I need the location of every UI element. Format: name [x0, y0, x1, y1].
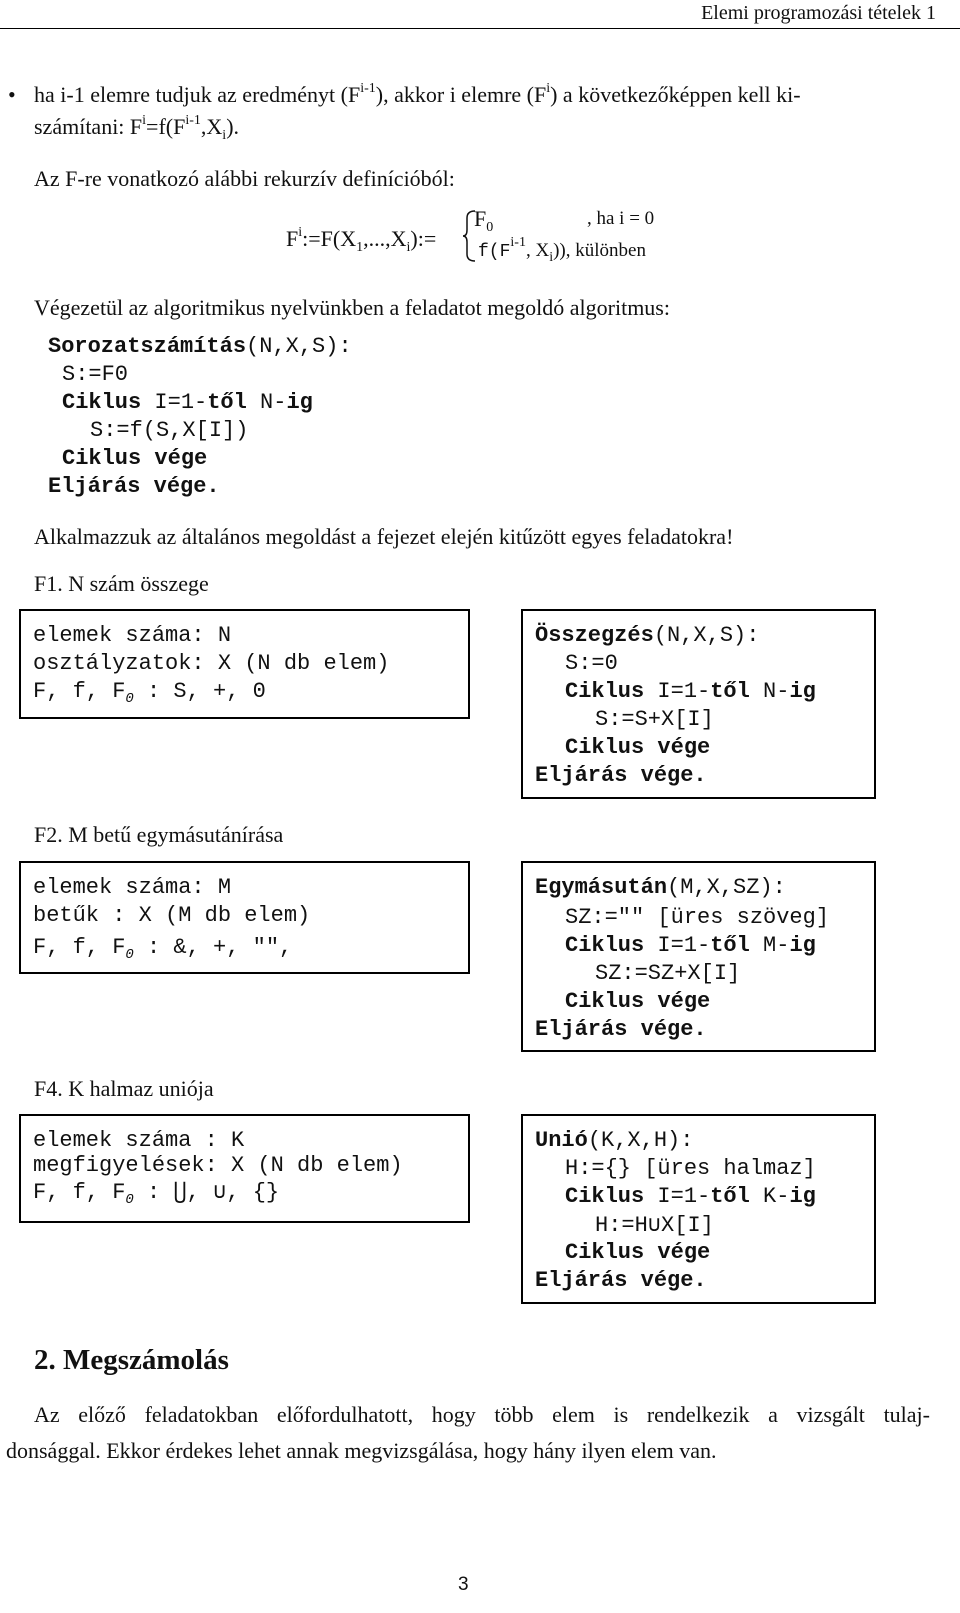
text: :=F(X: [302, 226, 357, 251]
text: I=1-: [141, 390, 208, 415]
main-algo-line-6: Eljárás vége.: [48, 474, 220, 499]
section-heading: 2. Megszámolás: [34, 1344, 229, 1376]
text: (N,X,S):: [246, 334, 352, 359]
main-algo-line-3: [62, 390, 313, 415]
intro-text: Az F-re vonatkozó alábbi rekurzív definícióból:: [34, 166, 455, 191]
keyword: Ciklus: [565, 933, 645, 958]
paragraph-line-2: donsággal. Ekkor érdekes lehet annak megvizsgálása, hogy hány ilyen elem van.: [6, 1438, 717, 1463]
algo-line: [565, 679, 816, 704]
text: =f(F: [146, 114, 186, 139]
f4-title: F4. K halmaz uniója: [34, 1076, 214, 1101]
keyword: Ciklus: [565, 679, 645, 704]
text: F, f, F: [33, 935, 126, 960]
spec-line: elemek száma: N: [33, 623, 232, 648]
text: F: [474, 206, 487, 231]
f1-title: F1. N szám összege: [34, 571, 209, 596]
page-header: [0, 0, 960, 29]
text: ), akkor i elemre (F: [375, 82, 547, 107]
main-algo-line-4: S:=f(S,X[I]): [90, 418, 249, 443]
bullet-line-1: [34, 82, 801, 108]
text: (N,X,S):: [653, 623, 760, 648]
keyword: től: [207, 390, 247, 415]
algo-line: Ciklus vége: [565, 1240, 711, 1265]
text: (M,X,SZ):: [667, 875, 786, 900]
keyword: Unió: [535, 1128, 588, 1153]
superscript: i: [298, 225, 303, 240]
paragraph-line-1: Az előző feladatokban előfordulhatott, hogy több elem is rendelkezik a vizsgált tulaj-: [34, 1402, 930, 1427]
f4-spec-box: [19, 1114, 470, 1223]
algo-line: S:=S+X[I]: [595, 707, 714, 732]
text: N-: [749, 679, 790, 704]
subscript: i: [222, 128, 227, 143]
text: K-: [749, 1184, 790, 1209]
main-algo-line-2: S:=F0: [62, 362, 129, 387]
keyword: től: [710, 1184, 750, 1209]
keyword: Egymásután: [535, 875, 668, 900]
keyword: Ciklus: [62, 390, 142, 415]
algo-line: Eljárás vége.: [535, 763, 707, 788]
f4-algo-box: [521, 1114, 876, 1304]
text: ).: [226, 114, 240, 139]
text: N-: [246, 390, 287, 415]
f2-title: F2. M betű egymásutánírása: [34, 822, 284, 847]
subscript: 0: [125, 1192, 134, 1208]
algo-intro-text: Végezetül az algoritmikus nyelvünkben a feladatot megoldó algoritmus:: [34, 295, 670, 320]
page-number: 3: [458, 1574, 469, 1595]
algo-line: [535, 875, 786, 900]
algo-line: SZ:=SZ+X[I]: [595, 961, 741, 986]
bullet-line-2: [34, 113, 240, 143]
text: F, f, F: [33, 1180, 126, 1205]
keyword: ig: [286, 390, 313, 415]
text: , X: [525, 240, 550, 261]
spec-line: megfigyelések: X (N db elem): [33, 1153, 403, 1178]
text: I=1-: [644, 679, 711, 704]
formula-case-1: [474, 206, 494, 235]
superscript: i: [142, 113, 147, 128]
apply-text: Alkalmazzuk az általános megoldást a fejezet elején kitűzött egyes feladatokra!: [34, 524, 734, 549]
algo-line: Eljárás vége.: [535, 1017, 707, 1042]
keyword: Összegzés: [535, 623, 654, 648]
algo-line: [565, 933, 816, 958]
text: ,X: [200, 114, 223, 139]
algo-line: [535, 623, 759, 648]
main-algo-line-5: Ciklus vége: [62, 446, 208, 471]
superscript: i-1: [185, 113, 201, 128]
keyword: től: [710, 933, 750, 958]
algo-line: H:=H∪X[I]: [595, 1213, 714, 1238]
keyword: től: [710, 679, 750, 704]
text: F: [286, 226, 299, 251]
subscript: 0: [125, 691, 134, 707]
text: F, f, F: [33, 679, 126, 704]
subscript: i: [549, 250, 554, 265]
algo-line: Ciklus vége: [565, 735, 711, 760]
subscript: 1: [356, 240, 364, 255]
text: : ⋃, ∪, {}: [133, 1180, 280, 1205]
header-title: Elemi programozási tételek 1: [701, 2, 936, 24]
spec-line: elemek száma: M: [33, 875, 232, 900]
spec-line: elemek száma : K: [33, 1128, 245, 1153]
keyword: ig: [789, 679, 816, 704]
text: I=1-: [644, 1184, 711, 1209]
f1-spec-box: [19, 609, 470, 719]
spec-line: betűk : X (M db elem): [33, 903, 311, 928]
keyword: ig: [789, 1184, 816, 1209]
text: ha i-1 elemre tudjuk az eredményt (F: [34, 82, 361, 107]
superscript: i-1: [360, 81, 376, 96]
superscript: i-1: [510, 235, 526, 250]
text: számítani: F: [34, 114, 143, 139]
spec-line: [33, 679, 266, 707]
main-algo-line-1: [48, 334, 352, 359]
formula-case-1-cond: , ha i = 0: [587, 208, 655, 229]
algo-line: SZ:="" [üres szöveg]: [565, 905, 830, 930]
text: )), különben: [553, 240, 646, 261]
text: ):=: [410, 226, 437, 251]
spec-line: osztályzatok: X (N db elem): [33, 651, 390, 676]
algo-line: H:={} [üres halmaz]: [565, 1156, 816, 1181]
keyword: Ciklus: [565, 1184, 645, 1209]
algo-line: Eljárás vége.: [535, 1268, 707, 1293]
subscript: 0: [486, 220, 494, 235]
formula-lhs: [286, 225, 437, 255]
text: ) a következőképpen kell ki-: [550, 82, 801, 107]
algo-line: S:=0: [565, 651, 618, 676]
text: ,...,X: [363, 226, 407, 251]
bullet-dot: •: [8, 82, 16, 107]
f1-algo-box: [521, 609, 876, 799]
subscript: 0: [125, 947, 134, 963]
text: : S, +, 0: [133, 679, 266, 704]
text: M-: [749, 933, 790, 958]
subscript: i: [406, 240, 411, 255]
keyword: Sorozatszámítás: [48, 334, 247, 359]
text: I=1-: [644, 933, 711, 958]
spec-line: [33, 1179, 280, 1208]
spec-line: [33, 935, 293, 963]
f2-algo-box: [521, 861, 876, 1052]
f2-spec-box: [19, 861, 470, 974]
text: : &, +, "",: [133, 935, 293, 960]
algo-line: [565, 1184, 816, 1209]
formula-case-2: [478, 235, 646, 265]
keyword: ig: [789, 933, 816, 958]
text: (K,X,H):: [587, 1128, 694, 1153]
algo-line: [535, 1128, 693, 1153]
algo-line: Ciklus vége: [565, 989, 711, 1014]
text: f(F: [478, 242, 511, 262]
superscript: i: [546, 81, 551, 96]
